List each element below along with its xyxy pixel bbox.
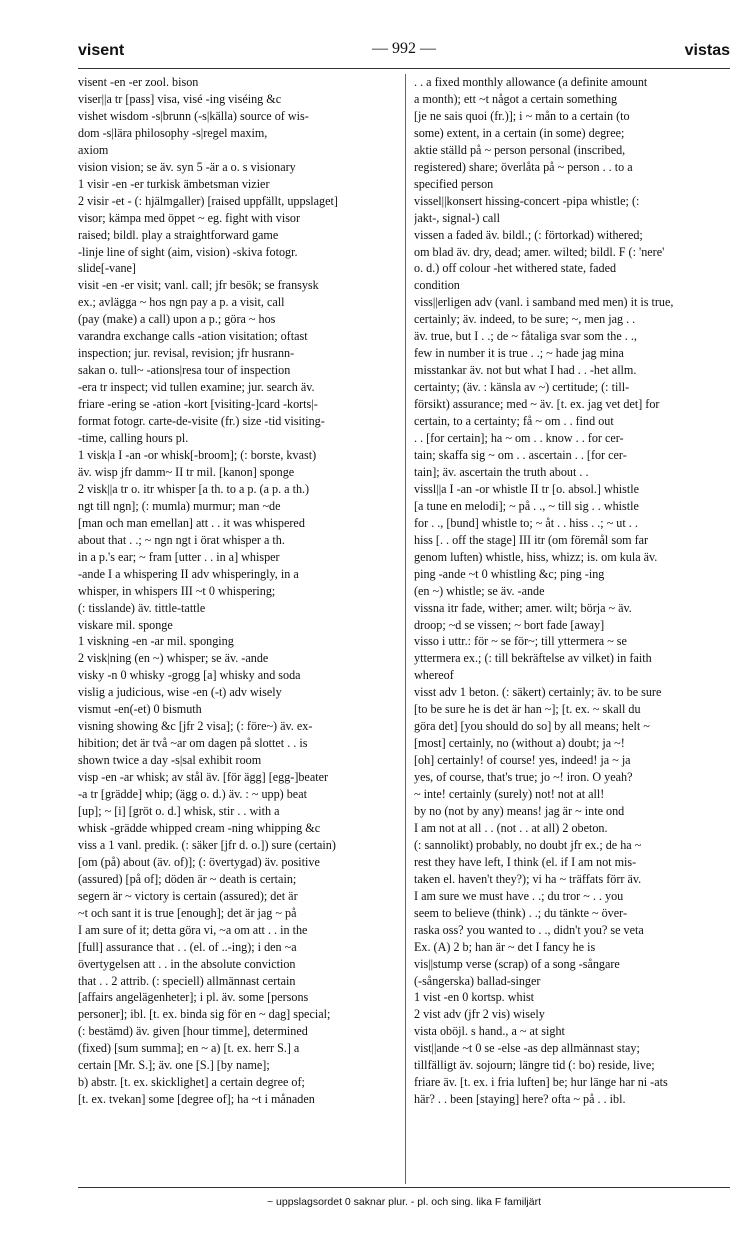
left-column: [78, 74, 396, 1108]
entry-line: äv. wisp jfr damm~ II tr mil. [kanon] sponge: [78, 464, 295, 479]
entry-line: rest they have left, I think (el. if I am not mis-: [414, 854, 637, 869]
entry-line: droop; ~d se vissen; ~ bort fade [away]: [414, 617, 605, 632]
entry-line: visst adv 1 beton. (: säkert) certainly; äv. to be sure: [414, 685, 662, 700]
entry-line: -a tr [grädde] whip; (ägg o. d.) äv. : ~ upp) beat: [78, 787, 307, 802]
entry-line: 2 visir -et - (: hjälmgaller) [raised uppfällt, uppslaget]: [78, 193, 338, 208]
entry-line: viss||erligen adv (vanl. i samband med men) it is true,: [414, 295, 674, 310]
entry-line: certainty; (äv. : känsla av ~) certitude; (: till-: [414, 380, 630, 395]
entry-line: 1 visir -en -er turkisk ämbetsman vizier: [78, 176, 270, 191]
column-divider: [405, 74, 406, 1184]
entry-line: [to be sure he is det är han ~]; [t. ex. ~ skall du: [414, 702, 641, 717]
entry-line: raska oss? you wanted to . ., didn't you? se veta: [414, 922, 644, 937]
page-header: [78, 36, 730, 66]
entry-line: specified person: [414, 176, 494, 191]
entry-line: vislig a judicious, wise -en (-t) adv wisely: [78, 685, 282, 700]
entry-line: viskare mil. sponge: [78, 617, 173, 632]
entry-line: I am not at all . . (not . . at all) 2 obeton.: [414, 820, 608, 835]
left-guide-word: visent: [78, 42, 125, 59]
footer-rule: [78, 1187, 730, 1188]
entry-line: sakan o. tull~ -ations|resa tour of inspection: [78, 363, 291, 378]
entry-line: a month); ett ~t något a certain something: [414, 91, 618, 106]
entry-line: visor; kämpa med öppet ~ eg. fight with visor: [78, 210, 301, 225]
entry-line: seem to believe (think) . .; du tänkte ~ över-: [414, 905, 627, 920]
entry-line: jakt-, signal-) call: [414, 210, 500, 225]
entry-line: (: tisslande) äv. tittle-tattle: [78, 600, 206, 615]
entry-line: [je ne sais quoi (fr.)]; i ~ mån to a certain (to: [414, 108, 630, 123]
entry-line: personer]; ibl. [t. ex. binda sig för en ~ dag] special;: [78, 1007, 331, 1022]
entry-line: visp -en -ar whisk; av stål äv. [för ägg] [egg-]beater: [78, 770, 329, 785]
entry-line: -time, calling hours pl.: [78, 431, 189, 446]
entry-line: friare äv. [t. ex. i fria luften] be; hur länge har ni -ats: [414, 1075, 668, 1090]
entry-line: some) extent, in a certain (in some) degree;: [414, 125, 625, 140]
entry-line: by no (not by any) means! jag är ~ inte ond: [414, 803, 625, 818]
entry-line: for . ., [bund] whistle to; ~ åt . . hiss . .; ~ ut . .: [414, 515, 638, 530]
entry-line: I am sure of it; detta göra vi, ~a om att . . in the: [78, 922, 308, 937]
entry-line: vist||ande ~t 0 se -else -as dep allmännast stay;: [414, 1041, 640, 1056]
entry-line: hibition; det är två ~ar om dagen på slottet . . is: [78, 736, 308, 751]
entry-line: condition: [414, 278, 460, 293]
entry-line: [oh] certainly! of course! yes, indeed! ja ~ ja: [414, 753, 631, 768]
entry-line: 2 visk|ning (en ~) whisper; se äv. -ande: [78, 651, 269, 666]
entry-line: -era tr inspect; vid tullen examine; jur. search äv.: [78, 380, 315, 395]
entry-line: registered) share; överlåta på ~ person . . to a: [414, 159, 633, 174]
entry-line: ping -ande ~t 0 whistling &c; ping -ing: [414, 566, 605, 581]
entry-line: [affairs angelägenheter]; i pl. äv. some [persons: [78, 990, 309, 1005]
entry-line: 2 vist adv (jfr 2 vis) wisely: [414, 1007, 545, 1022]
entry-line: in a p.'s ear; ~ fram [utter . . in a] whisper: [78, 549, 280, 564]
entry-line: göra det] [you should do so] by all means; helt ~: [414, 719, 650, 734]
entry-line: ex.; avlägga ~ hos ngn pay a p. a visit, call: [78, 295, 285, 310]
entry-line: tain; skaffa sig ~ om . . ascertain . . [for cer-: [414, 447, 627, 462]
entry-line: [a tune en melodi]; ~ på . ., ~ till sig . . whistle: [414, 498, 639, 513]
entry-line: (assured) [på of]; döden är ~ death is certain;: [78, 871, 297, 886]
entry-line: hiss [. . off the stage] III itr (om föremål som far: [414, 532, 649, 547]
entry-line: äv. true, but I . .; de ~ fåtaliga svar som the . .,: [414, 329, 637, 344]
entry-line: (fixed) [sum summa]; en ~ a) [t. ex. herr S.] a: [78, 1041, 300, 1056]
entry-line: viser||a tr [pass] visa, visé -ing viséing &c: [78, 91, 282, 106]
right-guide-word: vistas: [684, 42, 730, 59]
entry-line: övertygelsen att . . in the absolute conviction: [78, 956, 296, 971]
entry-line: [most] certainly, no (without a) doubt; ja ~!: [414, 736, 625, 751]
entry-line: few in number it is true . .; ~ hade jag mina: [414, 346, 624, 361]
entry-line: 2 visk||a tr o. itr whisper [a th. to a p. (a p. a th.): [78, 481, 310, 496]
entry-line: [full] assurance that . . (el. of ..-ing); i den ~a: [78, 939, 297, 954]
entry-line: vissel||konsert hissing-concert -pipa whistle; (:: [414, 193, 640, 208]
entry-line: segern är ~ victory is certain (assured); det är: [78, 888, 298, 903]
entry-line: om blad äv. dry, dead; amer. wilted; bildl. F (: 'nere': [414, 244, 665, 259]
entry-line: ~ inte! certainly (surely) not! not at all!: [414, 787, 605, 802]
entry-line: yes, of course, that's true; jo ~! iron. O yeah?: [414, 770, 633, 785]
entry-line: dom -s|lära philosophy -s|regel maxim,: [78, 125, 268, 140]
entry-line: -linje line of sight (aim, vision) -skiva fotogr.: [78, 244, 298, 259]
entry-line: aktie ställd på ~ person personal (inscribed,: [414, 142, 626, 157]
entry-line: försikt) assurance; med ~ äv. [t. ex. jag vet det] for: [414, 397, 660, 412]
entry-line: [up]; ~ [i] [gröt o. d.] whisk, stir . . with a: [78, 803, 280, 818]
entry-line: . . [for certain]; ha ~ om . . know . . for cer-: [414, 431, 624, 446]
entry-line: tillfälligt äv. sojourn; längre tid (: bo) reside, live;: [414, 1058, 655, 1073]
footer-legend: ~ uppslagsordet 0 saknar plur. - pl. och sing. lika F familjärt: [266, 1196, 541, 1208]
entry-line: Ex. (A) 2 b; han är ~ det I fancy he is: [414, 939, 596, 954]
entry-line: visent -en -er zool. bison: [78, 75, 199, 89]
entry-line: b) abstr. [t. ex. skicklighet] a certain degree of;: [78, 1075, 305, 1090]
entry-line: o. d.) off colour -het withered state, faded: [414, 261, 617, 276]
entry-line: ngt till ngn]; (: mumla) murmur; man ~de: [78, 498, 281, 513]
entry-line: that . . 2 attrib. (: speciell) allmännast certain: [78, 973, 296, 988]
entry-line: genom luften) whistle, hiss, whizz; is. om kula äv.: [414, 549, 658, 564]
entry-line: friare -ering se -ation -kort [visiting-]card -korts|-: [78, 397, 318, 412]
entry-line: whisk -grädde whipped cream -ning whipping &c: [78, 820, 321, 835]
entry-line: -ande I a whispering II adv whisperingly, in a: [78, 566, 299, 581]
entry-line: viss a 1 vanl. predik. (: säker [jfr d. o.]) sure (certain): [78, 837, 336, 852]
entry-line: här? . . been [staying] here? ofta ~ på . . ibl.: [414, 1092, 626, 1107]
entry-line: vishet wisdom -s|brunn (-s|källa) source of wis-: [78, 108, 309, 123]
entry-line: raised; bildl. play a straightforward game: [78, 227, 279, 242]
entry-line: shown twice a day -s|sal exhibit room: [78, 753, 262, 768]
entry-line: varandra exchange calls -ation visitation; oftast: [78, 329, 308, 344]
entry-line: certain, to a certainty; få ~ om . . find out: [414, 414, 614, 429]
entry-line: visky -n 0 whisky -grogg [a] whisky and soda: [78, 668, 301, 683]
entry-line: visit -en -er visit; vanl. call; jfr besök; se fransysk: [78, 278, 319, 293]
entry-line: 1 viskning -en -ar mil. sponging: [78, 634, 234, 649]
entry-line: vista oböjl. s hand., a ~ at sight: [414, 1024, 565, 1039]
entry-line: certainly; äv. indeed, to be sure; ~, men jag . .: [414, 312, 636, 327]
entry-line: vissen a faded äv. bildl.; (: förtorkad) withered;: [414, 227, 643, 242]
entry-line: [om (på) about (äv. of)]; (: övertygad) äv. positive: [78, 854, 320, 869]
page-number: — 992 —: [372, 40, 436, 57]
entry-line: whereof: [414, 668, 454, 683]
entry-line: 1 vist -en 0 kortsp. whist: [414, 990, 535, 1005]
entry-line: [t. ex. tvekan] some [degree of]; ha ~t i månaden: [78, 1092, 315, 1107]
entry-line: whisper, in whispers III ~t 0 whispering;: [78, 583, 276, 598]
entry-line: 1 visk|a I -an -or whisk[-broom]; (: borste, kvast): [78, 447, 317, 462]
entry-line: inspection; jur. revisal, revision; jfr husrann-: [78, 346, 295, 361]
entry-line: (: bestämd) äv. given [hour timme], determined: [78, 1024, 308, 1039]
entry-line: slide[-vane]: [78, 261, 136, 276]
entry-line: (: sannolikt) probably, no doubt jfr ex.; de ha ~: [414, 837, 642, 852]
entry-line: misstankar äv. not but what I had . . -het allm.: [414, 363, 637, 378]
entry-line: vis||stump verse (scrap) of a song -sångare: [414, 956, 620, 971]
entry-line: tain]; äv. ascertain the truth about . .: [414, 464, 589, 479]
entry-line: (pay (make) a call) upon a p.; göra ~ hos: [78, 312, 276, 327]
entry-line: vismut -en(-et) 0 bismuth: [78, 702, 202, 717]
entry-line: visso i uttr.: för ~ se för~; till yttermera ~ se: [414, 634, 627, 649]
entry-line: certain [Mr. S.]; äv. one [S.] [by name];: [78, 1058, 270, 1073]
entry-line: yttermera ex.; (: till bekräftelse av vilket) in faith: [414, 651, 652, 666]
right-column: [414, 74, 732, 1108]
header-rule: [78, 68, 730, 69]
entry-line: (-sångerska) ballad-singer: [414, 973, 541, 988]
entry-line: format fotogr. carte-de-visite (fr.) size -tid visiting-: [78, 414, 325, 429]
entry-line: taken el. haven't they?); vi ha ~ träffats förr äv.: [414, 871, 642, 886]
entry-line: about that . .; ~ ngn ngt i örat whisper a th.: [78, 532, 285, 547]
entry-line: vision vision; se äv. syn 5 -är a o. s visionary: [78, 159, 296, 174]
entry-line: I am sure we must have . .; du tror ~ . . you: [414, 888, 624, 903]
entry-line: . . a fixed monthly allowance (a definite amount: [414, 75, 648, 89]
entry-line: visning showing &c [jfr 2 visa]; (: före~) äv. ex-: [78, 719, 313, 734]
entry-line: axiom: [78, 142, 109, 157]
entry-line: vissna itr fade, wither; amer. wilt; börja ~ äv.: [414, 600, 632, 615]
entry-line: vissl||a I -an -or whistle II tr [o. absol.] whistle: [414, 481, 640, 496]
entry-line: ~t och sant it is true [enough]; det är jag ~ på: [78, 905, 297, 920]
entry-line: (en ~) whistle; se äv. -ande: [414, 583, 545, 598]
entry-line: [man och man emellan] att . . it was whispered: [78, 515, 305, 530]
